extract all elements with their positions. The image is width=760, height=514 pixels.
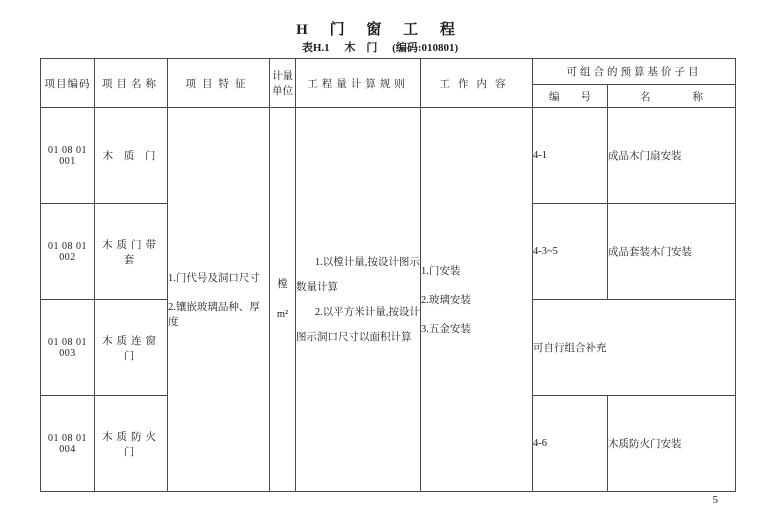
col-header-combinable-subitems: 可组合的预算基价子目	[533, 59, 736, 85]
project-name-cell: 木 质 门	[95, 108, 168, 204]
project-name-cell: 木质门带套	[95, 204, 168, 300]
col-header-project-code: 项目编码	[41, 59, 95, 108]
col-header-work-content: 工作内容	[421, 59, 533, 108]
col-header-unit	[270, 59, 296, 108]
subtitle-table-code: (编码:010801)	[392, 42, 459, 54]
feature-item-1: 1.门代号及洞口尺寸	[168, 273, 260, 284]
col-header-subitem-name: 名 称	[608, 85, 736, 108]
unit-cell	[270, 108, 296, 492]
page-title: H 门 窗 工 程	[296, 22, 464, 38]
rule-item-1: 1.以樘计量,按设计图示数量计算	[296, 256, 420, 293]
unit-item-2: m²	[276, 308, 289, 320]
subitem-no-cell: 4-3~5	[533, 204, 608, 300]
subitem-no-cell: 4-1	[533, 108, 608, 204]
subtitle-table-name: 木 门	[344, 42, 378, 54]
subtitle-table-no: 表H.1	[301, 42, 330, 54]
project-name-cell: 木质防火门	[95, 396, 168, 492]
project-code-cell: 01 08 01 002	[41, 204, 95, 300]
col-header-project-features: 项目特征	[168, 59, 270, 108]
table-row	[41, 108, 736, 204]
unit-item-1: 樘	[277, 278, 288, 290]
table-subtitle	[0, 39, 760, 55]
col-header-calc-rules: 工程量计算规则	[296, 59, 421, 108]
subitem-name-cell: 成品套装木门安装	[608, 204, 736, 300]
subitem-merged-cell: 可自行组合补充	[533, 300, 736, 396]
work-item-3: 3.五金安装	[421, 324, 471, 335]
work-item-2: 2.玻璃安装	[421, 295, 471, 306]
project-code-cell: 01 08 01 004	[41, 396, 95, 492]
spec-table	[40, 58, 736, 492]
project-name-cell: 木质连窗门	[95, 300, 168, 396]
subitem-name-cell: 木质防火门安装	[608, 396, 736, 492]
project-features-cell	[168, 108, 270, 492]
subitem-no-cell: 4-6	[533, 396, 608, 492]
col-header-unit-line2: 单位	[272, 86, 293, 97]
work-item-1: 1.门安装	[421, 266, 461, 277]
col-header-project-name: 项目名称	[95, 59, 168, 108]
work-content-cell	[421, 108, 533, 492]
subitem-name-cell: 成品木门扇安装	[608, 108, 736, 204]
project-code-cell: 01 08 01 003	[41, 300, 95, 396]
project-code-cell: 01 08 01 001	[41, 108, 95, 204]
feature-item-2: 2.镶嵌玻璃品种、厚度	[168, 302, 260, 328]
col-header-unit-line1: 计量	[272, 71, 293, 82]
page-number: 5	[712, 494, 718, 506]
calc-rules-cell	[296, 108, 421, 492]
header-row-1	[41, 59, 736, 85]
col-header-subitem-no: 编 号	[533, 85, 608, 108]
rule-item-2: 2.以平方米计量,按设计图示洞口尺寸以面积计算	[296, 306, 420, 343]
